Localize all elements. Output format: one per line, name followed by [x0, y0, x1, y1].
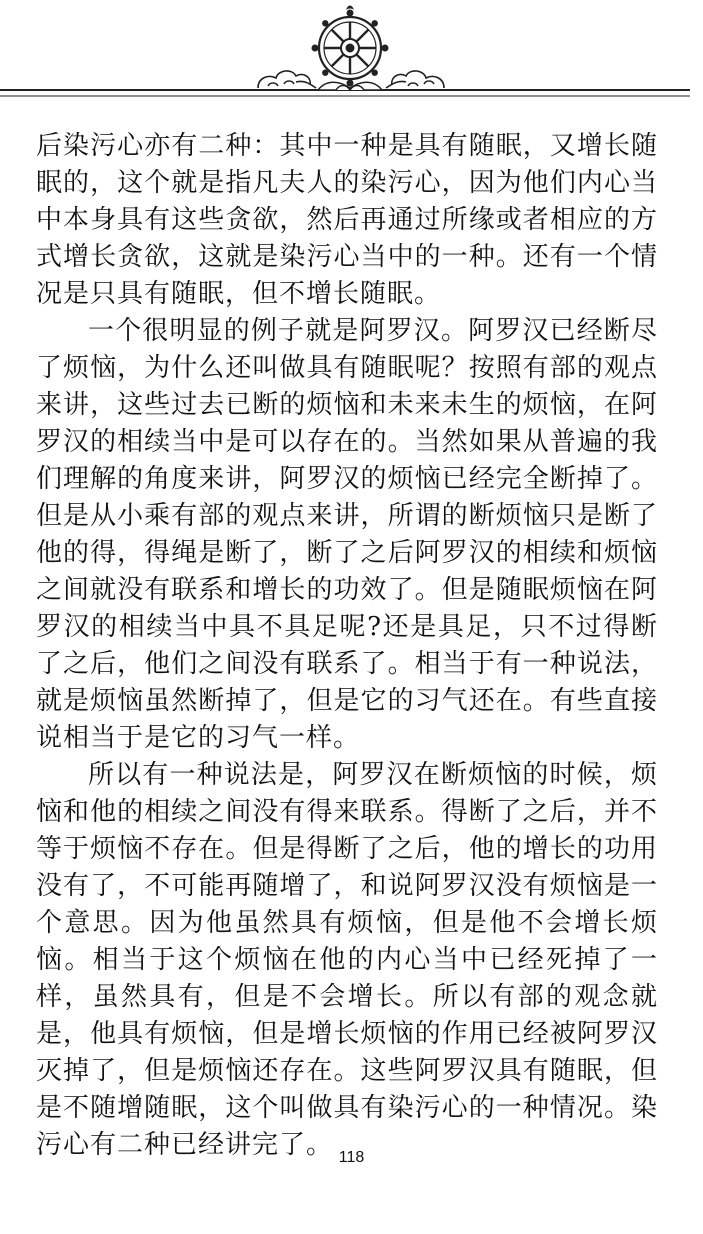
dharma-wheel-icon	[312, 6, 389, 87]
cloud-ornament-right-icon	[386, 71, 444, 88]
header-rule	[0, 90, 690, 96]
paragraph: 一个很明显的例子就是阿罗汉。阿罗汉已经断尽了烦恼，为什么还叫做具有随眠呢？按照有部的观点来讲，这些过去已断的烦恼和未来未生的烦恼，在阿罗汉的相续当中是可以存在的。当然如果从普遍的我们理解的角度来讲，阿罗汉的烦恼已经完全断掉了。但是从小乘有部的观点来讲，所谓的断烦恼只是断了他的得，得绳是断了，断了之后阿罗汉的相续和烦恼之间就没有联系和增长的功效了。但是随眠烦恼在阿罗汉的相续当中具不具足呢?还是具足，只不过得断了之后，他们之间没有联系了。相当于有一种说法，就是烦恼虽然断掉了，但是它的习气还在。有些直接说相当于是它的习气一样。	[36, 316, 658, 753]
header-ornament	[0, 0, 703, 110]
paragraph: 所以有一种说法是，阿罗汉在断烦恼的时候，烦恼和他的相续之间没有得来联系。得断了之后，并不等于烦恼不存在。但是得断了之后，他的增长的功用没有了，不可能再随增了，和说阿罗汉没有烦恼是一个意思。因为他虽然具有烦恼，但是他不会增长烦恼。相当于这个烦恼在他的内心当中已经死掉了一样，虽然具有，但是不会增长。所以有部的观念就是，他具有烦恼，但是增长烦恼的作用已经被阿罗汉灭掉了，但是烦恼还存在。这些阿罗汉具有随眠，但是不随增随眠，这个叫做具有染污心的一种情况。染污心有二种已经讲完了。	[36, 760, 658, 1160]
page-number: 118	[338, 1149, 365, 1166]
paragraph: 后染污心亦有二种：其中一种是具有随眠，又增长随眠的，这个就是指凡夫人的染污心，因为他们内心当中本身具有这些贪欲，然后再通过所缘或者相应的方式增长贪欲，这就是染污心当中的一种。还有一个情况是只具有随眠，但不增长随眠。	[36, 131, 658, 309]
cloud-ornament-left-icon	[258, 71, 316, 88]
body-text	[36, 128, 658, 1164]
